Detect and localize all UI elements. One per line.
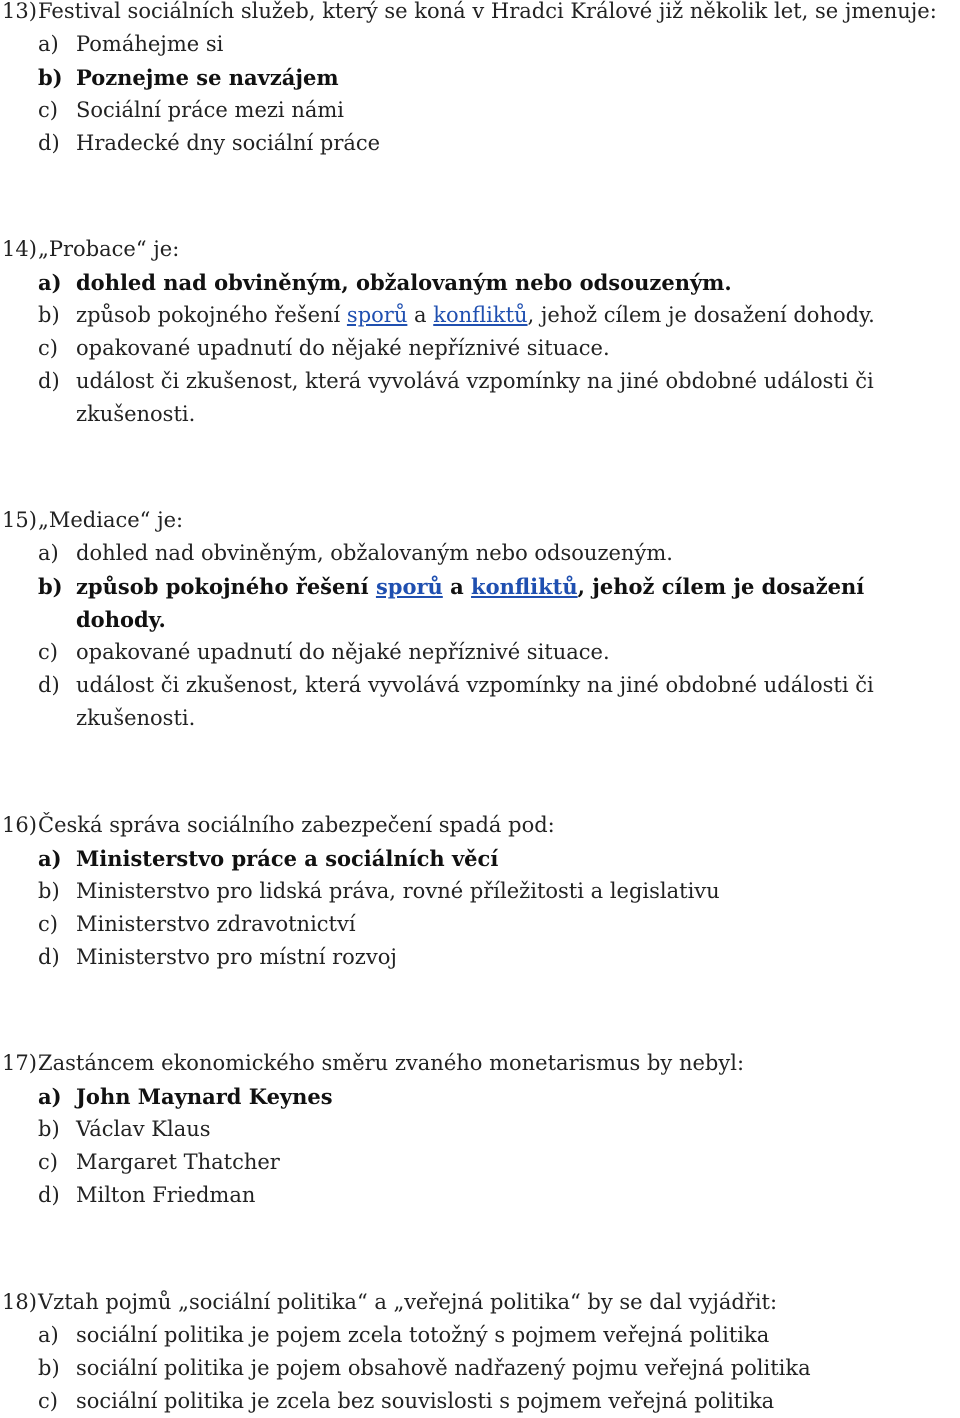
answer-option-b (0, 299, 958, 332)
link-spory[interactable]: sporů (346, 303, 408, 327)
option-letter: c) (38, 98, 58, 122)
option-letter: b) (38, 303, 60, 327)
option-letter: a) (38, 846, 62, 871)
option-text: opakované upadnutí do nějaké nepříznivé situace. (76, 336, 610, 360)
answer-option-a (0, 28, 958, 61)
option-letter: b) (38, 65, 63, 90)
question-number: 15) (2, 508, 37, 532)
option-text: Ministerstvo pro lidská práva, rovné příležitosti a legislativu (76, 879, 720, 903)
option-text: John Maynard Keynes (76, 1084, 333, 1109)
option-text: Sociální práce mezi námi (76, 98, 344, 122)
link-konflikty[interactable]: konfliktů (471, 574, 578, 599)
option-text: Milton Friedman (76, 1183, 256, 1207)
option-text: Ministerstvo práce a sociálních věcí (76, 846, 499, 871)
option-letter: c) (38, 640, 58, 664)
question-title (0, 233, 958, 266)
option-letter: a) (38, 541, 59, 565)
answer-option-c (0, 1146, 958, 1179)
option-letter: b) (38, 574, 63, 599)
link-konflikty[interactable]: konfliktů (433, 303, 528, 327)
question-15 (0, 504, 958, 735)
answer-option-c (0, 94, 958, 127)
option-letter: d) (38, 1183, 60, 1207)
answer-option-b (0, 61, 958, 94)
option-letter: c) (38, 1150, 58, 1174)
option-letter: a) (38, 1323, 59, 1347)
question-18 (0, 1286, 958, 1418)
answer-option-b (0, 875, 958, 908)
option-text: událost či zkušenost, která vyvolává vzpomínky na jiné obdobné události či zkušenosti. (76, 673, 874, 730)
option-letter: b) (38, 1356, 60, 1380)
answer-option-a (0, 266, 958, 299)
question-text: Česká správa sociálního zabezpečení spadá pod: (38, 813, 555, 837)
option-text: Pomáhejme si (76, 32, 224, 56)
question-text: Festival sociálních služeb, který se koná v Hradci Králové již několik let, se jmenuje: (38, 0, 937, 23)
option-letter: c) (38, 912, 58, 936)
answer-option-b (0, 1352, 958, 1385)
answer-option-a (0, 842, 958, 875)
option-text: dohled nad obviněným, obžalovaným nebo odsouzeným. (76, 270, 732, 295)
option-text: způsob pokojného řešení sporů a konfliktů, jehož cílem je dosažení dohody. (76, 303, 875, 327)
option-text: událost či zkušenost, která vyvolává vzpomínky na jiné obdobné události či zkušenosti. (76, 369, 874, 426)
answer-option-c (0, 332, 958, 365)
question-16 (0, 809, 958, 974)
question-text: Vztah pojmů „sociální politika“ a „veřejná politika“ by se dal vyjádřit: (38, 1290, 778, 1314)
option-text: Ministerstvo pro místní rozvoj (76, 945, 397, 969)
answer-option-c (0, 636, 958, 669)
option-text: sociální politika je pojem zcela totožný s pojmem veřejná politika (76, 1323, 770, 1347)
answer-option-d (0, 365, 958, 431)
question-title (0, 1047, 958, 1080)
answer-option-a (0, 537, 958, 570)
option-letter: d) (38, 673, 60, 697)
option-text: sociální politika je pojem obsahově nadřazený pojmu veřejná politika (76, 1356, 811, 1380)
option-text: dohled nad obviněným, obžalovaným nebo odsouzeným. (76, 541, 673, 565)
question-title (0, 504, 958, 537)
question-17 (0, 1047, 958, 1212)
option-text: Václav Klaus (76, 1117, 211, 1141)
option-letter: d) (38, 131, 60, 155)
option-letter: a) (38, 32, 59, 56)
option-letter: d) (38, 945, 60, 969)
answer-option-d (0, 127, 958, 160)
question-text: Zastáncem ekonomického směru zvaného monetarismus by nebyl: (38, 1051, 745, 1075)
question-title (0, 0, 958, 28)
answer-option-d (0, 941, 958, 974)
option-letter: b) (38, 1117, 60, 1141)
option-letter: c) (38, 336, 58, 360)
option-text: Hradecké dny sociální práce (76, 131, 381, 155)
answer-option-b (0, 1113, 958, 1146)
answer-option-d (0, 1179, 958, 1212)
question-number: 13) (2, 0, 37, 23)
answer-option-d (0, 669, 958, 735)
question-number: 17) (2, 1051, 37, 1075)
option-text: Margaret Thatcher (76, 1150, 280, 1174)
question-number: 18) (2, 1290, 37, 1314)
answer-option-c (0, 1385, 958, 1418)
option-letter: b) (38, 879, 60, 903)
option-text: Ministerstvo zdravotnictví (76, 912, 356, 936)
option-text: způsob pokojného řešení sporů a konfliktů, jehož cílem je dosažení dohody. (76, 574, 865, 632)
answer-option-c (0, 908, 958, 941)
option-letter: a) (38, 270, 62, 295)
option-letter: a) (38, 1084, 62, 1109)
option-letter: d) (38, 369, 60, 393)
question-title (0, 1286, 958, 1319)
question-text: „Mediace“ je: (38, 508, 184, 532)
question-title (0, 809, 958, 842)
question-number: 14) (2, 237, 37, 261)
question-14 (0, 233, 958, 431)
answer-option-b (0, 570, 958, 636)
answer-option-a (0, 1080, 958, 1113)
question-number: 16) (2, 813, 37, 837)
option-text: Poznejme se navzájem (76, 65, 339, 90)
option-text: sociální politika je zcela bez souvislosti s pojmem veřejná politika (76, 1389, 775, 1413)
answer-option-a (0, 1319, 958, 1352)
link-spory[interactable]: sporů (375, 574, 443, 599)
option-text: opakované upadnutí do nějaké nepříznivé situace. (76, 640, 610, 664)
option-letter: c) (38, 1389, 58, 1413)
question-13 (0, 0, 958, 160)
question-text: „Probace“ je: (38, 237, 180, 261)
